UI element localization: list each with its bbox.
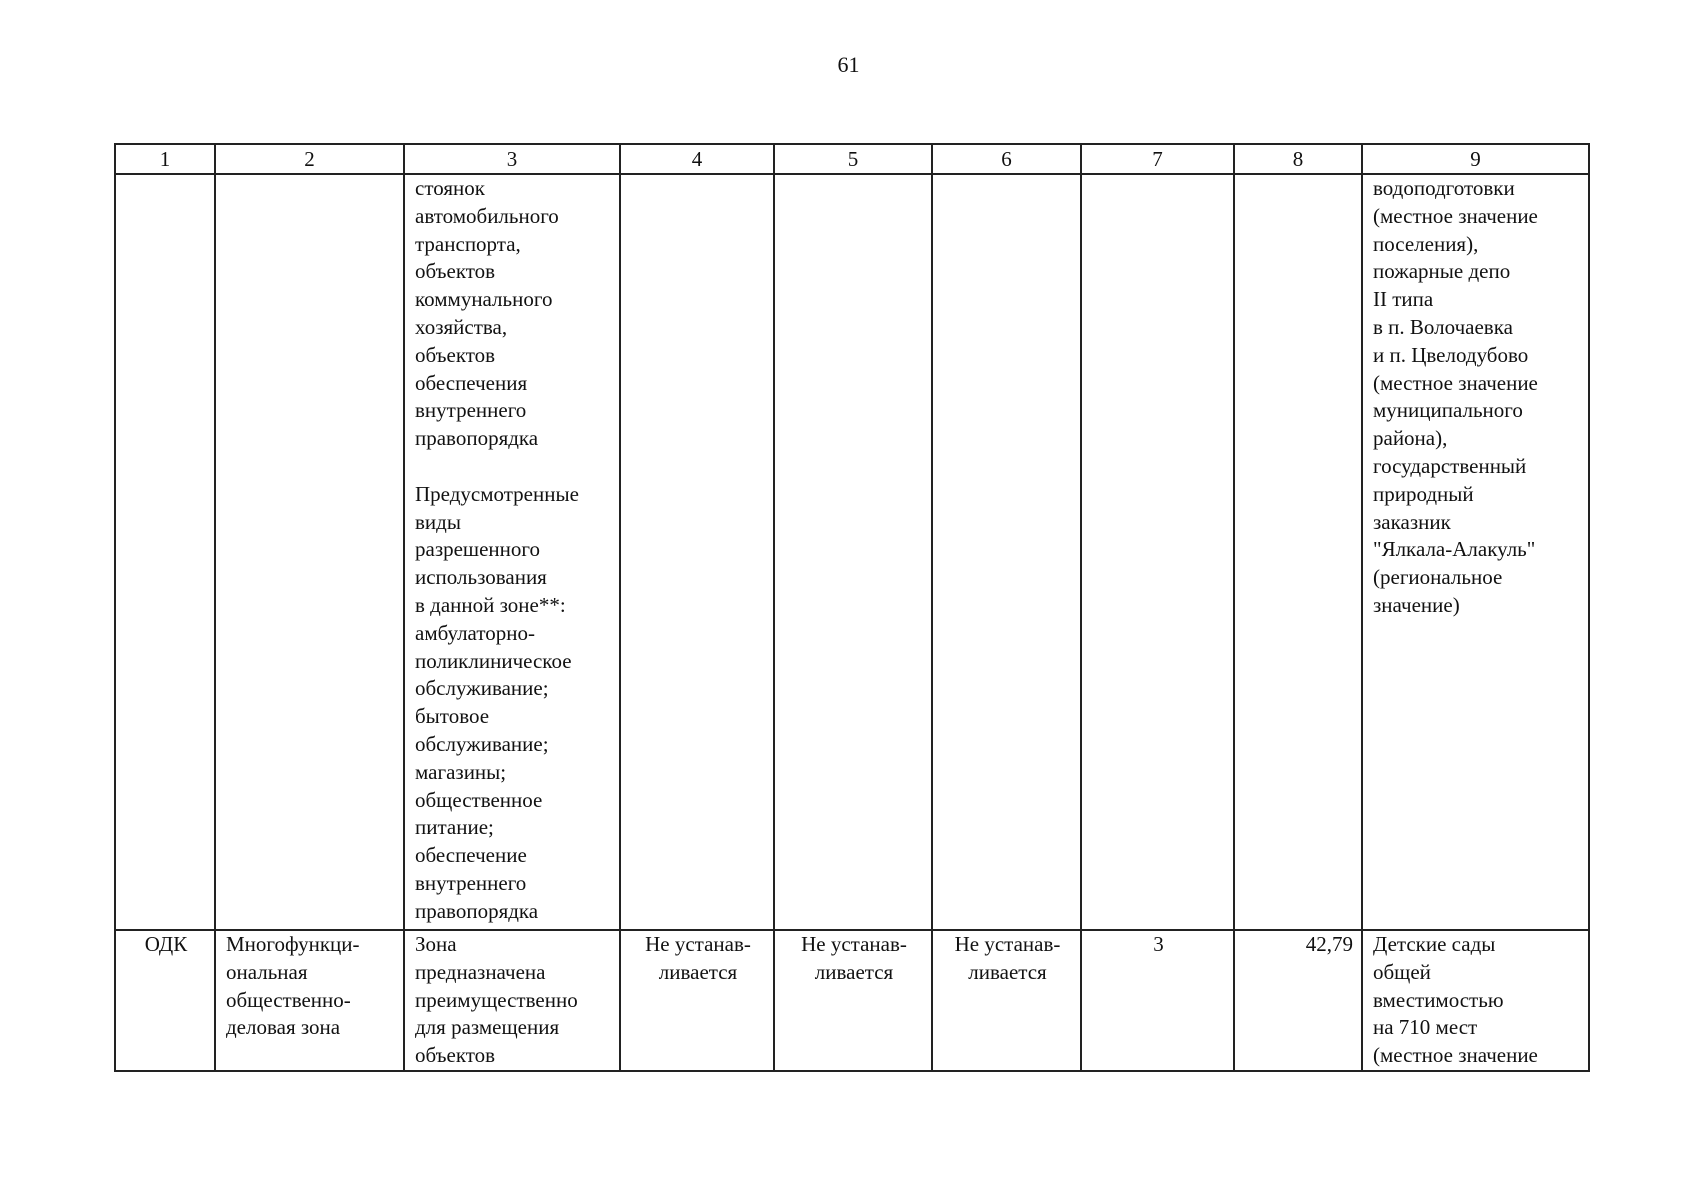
planned-objects-cell: водоподготовки (местное значение поселения), пожарные депо II типа в п. Волочаевка и п. Цвелодубово (местное значение муниципального района), государственный природный заказник "Ялкала-Алакуль" (региональное значение) <box>1362 174 1589 930</box>
column-header: 8 <box>1234 144 1362 174</box>
planned-objects-cell: Детские сады общей вместимостью на 710 мест (местное значение <box>1362 930 1589 1071</box>
zone-description-cell: Зона предназначена преимущественно для размещения объектов <box>404 930 620 1071</box>
table-cell <box>620 174 774 930</box>
table-cell <box>1081 174 1234 930</box>
page-number: 61 <box>837 52 860 77</box>
column-header: 9 <box>1362 144 1589 174</box>
column-header: 7 <box>1081 144 1234 174</box>
column-header: 1 <box>115 144 215 174</box>
table-cell <box>1234 174 1362 930</box>
table-cell <box>932 174 1081 930</box>
table-row <box>115 930 1589 1071</box>
column-header: 6 <box>932 144 1081 174</box>
column-header: 2 <box>215 144 404 174</box>
zone-name-cell <box>215 174 404 930</box>
zone-name-cell: Многофункци- ональная общественно- деловая зона <box>215 930 404 1071</box>
table-cell <box>774 174 932 930</box>
column-header: 5 <box>774 144 932 174</box>
zone-description-cell: стоянок автомобильного транспорта, объектов коммунального хозяйства, объектов обеспечения внутреннего правопорядка Предусмотренные виды разрешенного использования в данной зоне**: амбулаторно- поликлиническое обслуживание; бытовое обслуживание; магазины; общественное питание; обеспечение внутреннего правопорядка <box>404 174 620 930</box>
zoning-table <box>114 143 1590 1072</box>
table-cell: Не устанав- ливается <box>620 930 774 1071</box>
column-number-row <box>115 144 1589 174</box>
table-cell: 3 <box>1081 930 1234 1071</box>
column-header: 4 <box>620 144 774 174</box>
table-row <box>115 174 1589 930</box>
zone-code-cell <box>115 174 215 930</box>
table-cell: Не устанав- ливается <box>932 930 1081 1071</box>
zone-code-cell: ОДК <box>115 930 215 1071</box>
table-cell: Не устанав- ливается <box>774 930 932 1071</box>
table-cell: 42,79 <box>1234 930 1362 1071</box>
column-header: 3 <box>404 144 620 174</box>
